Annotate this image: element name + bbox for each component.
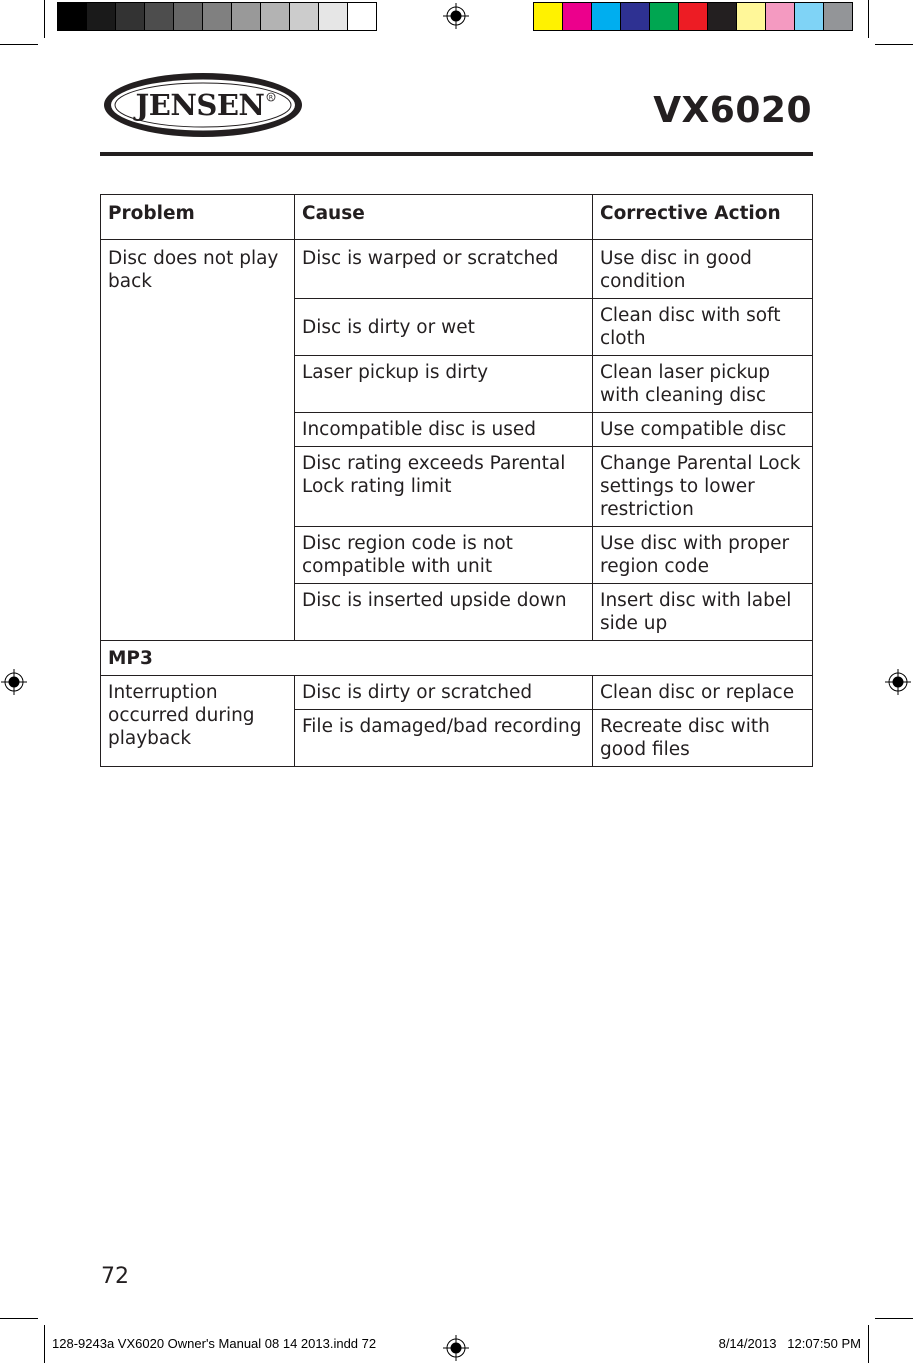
color-swatch <box>708 3 737 30</box>
action-cell: Clean disc with soft cloth <box>593 299 813 356</box>
action-cell: Use compatible disc <box>593 413 813 447</box>
header-action: Corrective Action <box>593 195 813 240</box>
color-swatch <box>650 3 679 30</box>
color-swatch <box>563 3 592 30</box>
cause-cell: File is damaged/bad recording <box>295 710 593 767</box>
troubleshooting-table <box>100 194 813 767</box>
color-swatch <box>87 3 116 30</box>
action-cell: Recreate disc with good files <box>593 710 813 767</box>
color-swatch <box>116 3 145 30</box>
color-swatch <box>824 3 852 30</box>
cause-cell: Disc is dirty or scratched <box>295 676 593 710</box>
table-header-row <box>101 195 813 240</box>
color-swatch <box>592 3 621 30</box>
color-swatch <box>534 3 563 30</box>
footer-time: 12:07:50 PM <box>787 1336 861 1351</box>
color-swatch <box>795 3 824 30</box>
color-swatch <box>319 3 348 30</box>
action-cell: Insert disc with label side up <box>593 584 813 641</box>
color-swatch <box>203 3 232 30</box>
table-row <box>101 240 813 299</box>
cause-cell: Disc is inserted upside down <box>295 584 593 641</box>
page-number: 72 <box>101 1264 129 1289</box>
color-swatch <box>261 3 290 30</box>
header-problem: Problem <box>101 195 295 240</box>
action-cell: Use disc in good condition <box>593 240 813 299</box>
color-swatch <box>348 3 376 30</box>
color-swatch <box>290 3 319 30</box>
crop-mark <box>868 0 869 38</box>
cause-cell: Disc is dirty or wet <box>295 299 593 356</box>
color-swatch <box>621 3 650 30</box>
cause-cell: Disc rating exceeds Parental Lock rating limit <box>295 447 593 527</box>
table-row <box>101 676 813 710</box>
color-swatch <box>766 3 795 30</box>
action-cell: Change Parental Lock settings to lower restriction <box>593 447 813 527</box>
problem-cell: Disc does not play back <box>101 240 295 641</box>
crop-mark <box>868 1325 869 1363</box>
crop-mark <box>0 44 38 45</box>
crop-mark <box>875 1318 913 1319</box>
gray-color-bar <box>57 2 377 31</box>
section-row <box>101 641 813 676</box>
action-cell: Clean disc or replace <box>593 676 813 710</box>
crop-mark <box>44 0 45 38</box>
crop-mark <box>0 1318 38 1319</box>
registration-mark-icon <box>885 669 911 695</box>
header-cause: Cause <box>295 195 593 240</box>
color-swatch <box>737 3 766 30</box>
header-rule <box>100 152 813 156</box>
jensen-logo <box>103 72 303 138</box>
process-color-bar <box>533 2 853 31</box>
color-swatch <box>679 3 708 30</box>
brand-text: JENSEN <box>135 88 265 122</box>
color-swatch <box>174 3 203 30</box>
cause-cell: Laser pickup is dirty <box>295 356 593 413</box>
section-heading-mp3: MP3 <box>101 641 813 676</box>
crop-mark <box>875 44 913 45</box>
color-swatch <box>58 3 87 30</box>
footer-timestamp <box>719 1336 861 1351</box>
cause-cell: Disc region code is not compatible with unit <box>295 527 593 584</box>
registration-mark-icon <box>1 669 27 695</box>
action-cell: Clean laser pickup with cleaning disc <box>593 356 813 413</box>
cause-cell: Disc is warped or scratched <box>295 240 593 299</box>
model-title: VX6020 <box>653 90 812 131</box>
svg-text:R: R <box>268 94 274 102</box>
cause-cell: Incompatible disc is used <box>295 413 593 447</box>
action-cell: Use disc with proper region code <box>593 527 813 584</box>
registration-mark-icon <box>443 3 469 29</box>
registration-mark-icon <box>443 1335 469 1361</box>
color-swatch <box>232 3 261 30</box>
crop-mark <box>44 1325 45 1363</box>
footer-file-info: 128-9243a VX6020 Owner's Manual 08 14 2013.indd 72 <box>52 1336 377 1351</box>
color-swatch <box>145 3 174 30</box>
problem-cell: Interruption occurred during playback <box>101 676 295 767</box>
footer-date: 8/14/2013 <box>718 1336 777 1351</box>
